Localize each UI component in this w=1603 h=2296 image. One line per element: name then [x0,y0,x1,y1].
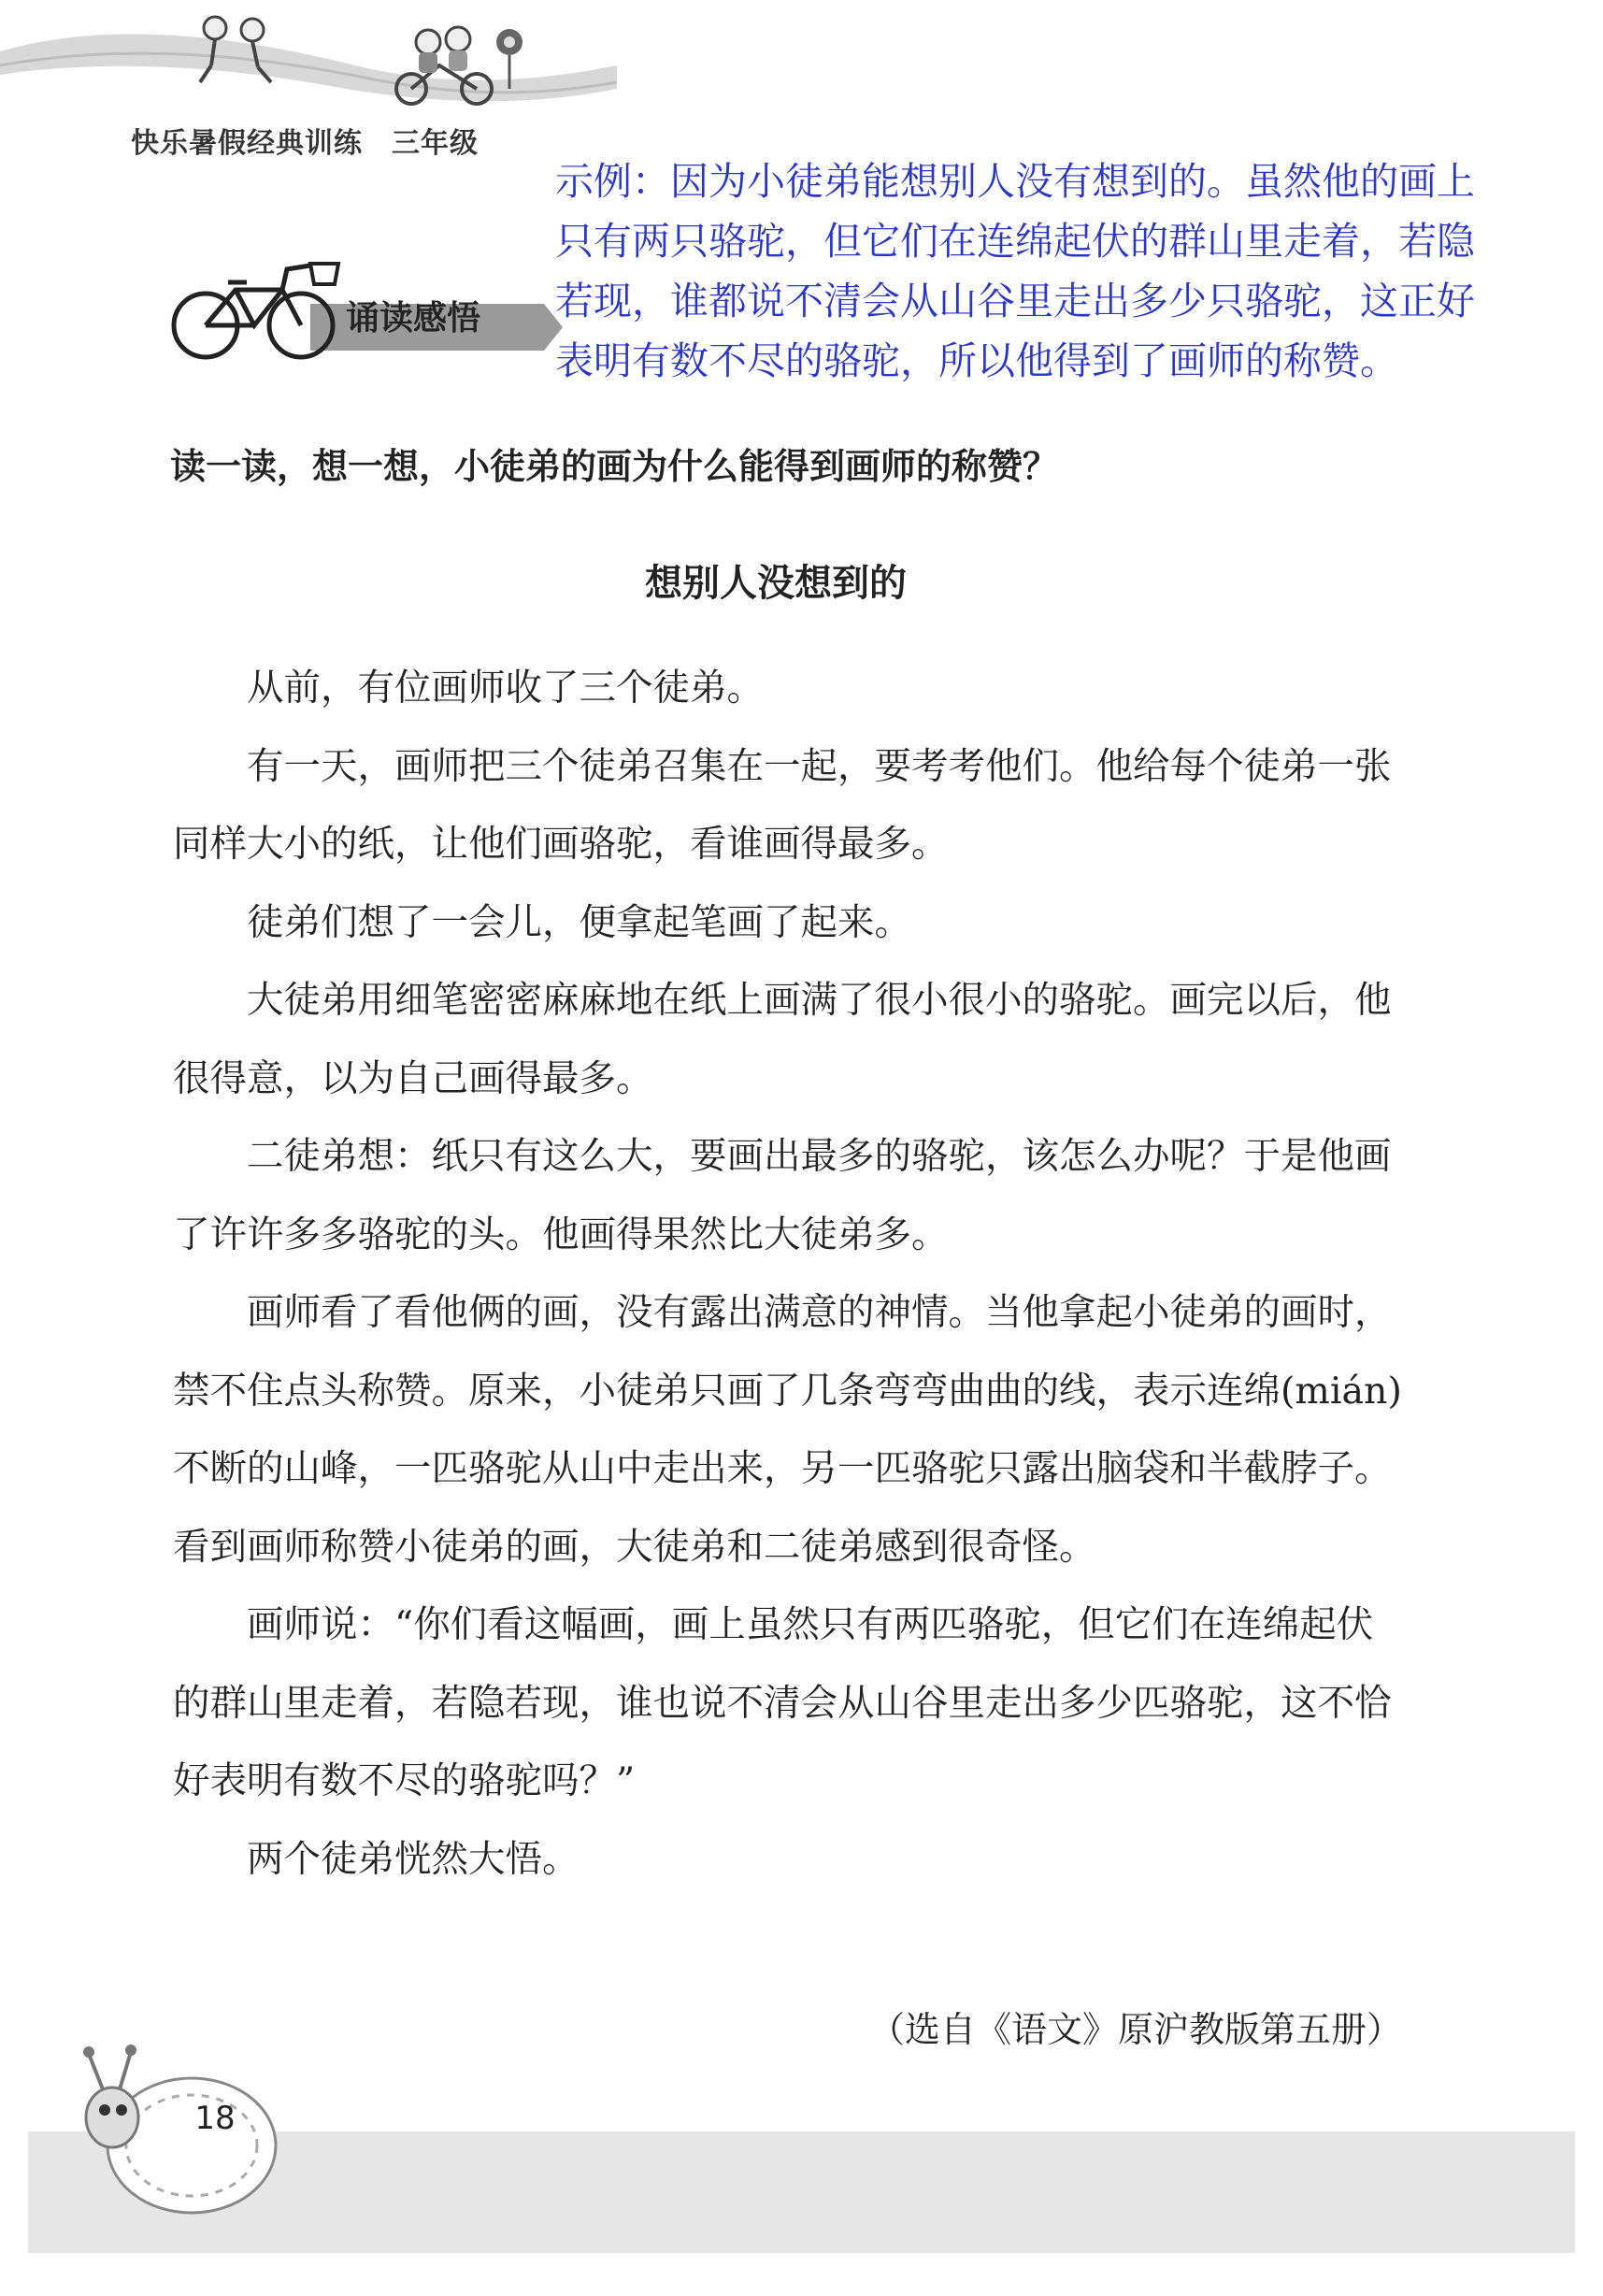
story-paragraph: 二徒弟想：纸只有这么大，要画出最多的骆驼，该怎么办呢？于是他画了许许多多骆驼的头。他画得果然比大徒弟多。 [173,1135,1392,1256]
story-body [173,650,1402,1899]
story-source: （选自《语文》原沪教版第五册） [868,2009,1402,2050]
book-title: 快乐暑假经典训练 三年级 [131,127,479,160]
snail-icon [65,2043,290,2230]
section-label: 诵读感悟 [346,299,481,337]
question-text: 读一读，想一想，小徒弟的画为什么能得到画师的称赞？ [170,446,1059,487]
answer-text: 示例：因为小徒弟能想别人没有想到的。虽然他的画上只有两只骆驼，但它们在连绵起伏的群山里走着，若隐若现，谁都说不清会从山谷里走出多少只骆驼，这正好表明有数不尽的骆驼，所以他得到了画师的称赞。 [555,159,1475,383]
story-paragraph: 徒弟们想了一会儿，便拿起笔画了起来。 [247,900,911,944]
story-paragraph: 大徒弟用细笔密密麻麻地在纸上画满了很小很小的骆驼。画完以后，他很得意，以为自己画得最多。 [173,979,1392,1100]
story-paragraph: 画师看了看他俩的画，没有露出满意的神情。当他拿起小徒弟的画时，禁不住点头称赞。原来，小徒弟只画了几条弯弯曲曲的线，表示连绵(mián)不断的山峰，一匹骆驼从山中走出来，另一匹骆驼只露出脑袋和半截脖子。看到画师称赞小徒弟的画，大徒弟和二徒弟感到很奇怪。 [173,1291,1402,1569]
story-paragraph: 两个徒弟恍然大悟。 [247,1837,580,1881]
header-decoration [0,0,617,122]
story-paragraph: 画师说：“你们看这幅画，画上虽然只有两匹骆驼，但它们在连绵起伏的群山里走着，若隐若现，谁也说不清会从山谷里走出多少匹骆驼，这不恰好表明有数不尽的骆驼吗？” [173,1603,1392,1802]
story-paragraph: 有一天，画师把三个徒弟召集在一起，要考考他们。他给每个徒弟一张同样大小的纸，让他们画骆驼，看谁画得最多。 [173,744,1392,866]
page-number: 18 [194,2100,236,2137]
story-paragraph: 从前，有位画师收了三个徒弟。 [247,667,764,710]
story-title: 想别人没想到的 [645,562,907,605]
